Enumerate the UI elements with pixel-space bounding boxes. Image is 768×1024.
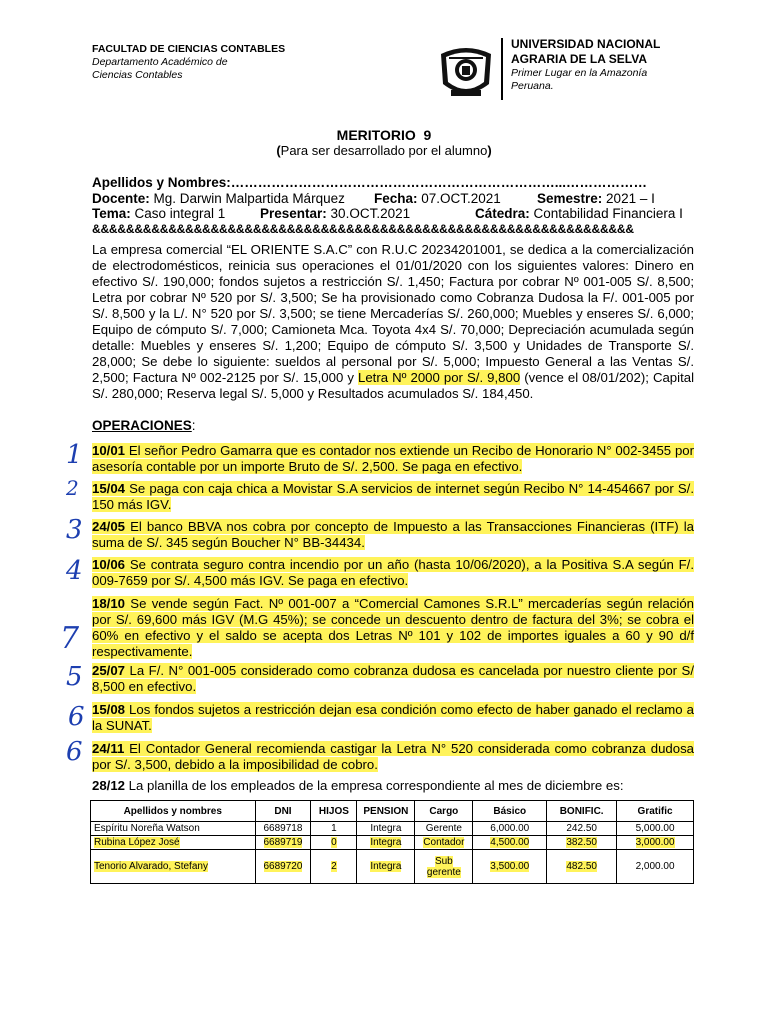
column-header: Apellidos y nombres xyxy=(91,801,256,822)
operation-text: Se vende según Fact. Nº 001-007 a “Comercial Camones S.R.L” mercaderías según relación por S/. 69,600 más IGV (M.G 45%); se concede un descuento dentro de factura del 3%; se cobra el 60% en efectivo y el saldo se acepta dos Letras Nº 101 y 102 de importes iguales a 60 y 90 d/f respectivamente. xyxy=(92,596,694,659)
cell-text: 6689719 xyxy=(263,837,303,848)
operation-date: 15/04 xyxy=(92,481,126,496)
faculty-header xyxy=(92,43,285,82)
operation-8 xyxy=(92,741,694,773)
table-row xyxy=(91,822,694,836)
operation-date: 24/05 xyxy=(92,519,126,534)
operation-text: Se paga con caja chica a Movistar S.A servicios de internet según Recibo N° 14-454667 por S/. 150 más IGV. xyxy=(92,481,694,512)
table-cell: Integra xyxy=(357,822,415,836)
table-header-row xyxy=(91,801,694,822)
operation-4 xyxy=(92,557,694,589)
column-header: DNI xyxy=(255,801,311,822)
table-cell xyxy=(311,836,357,850)
table-cell xyxy=(473,836,547,850)
operation-date: 18/10 xyxy=(92,596,126,611)
university-seal-icon xyxy=(437,40,495,102)
payroll-intro xyxy=(92,778,624,793)
handwritten-mark: 7 xyxy=(60,621,80,656)
operation-date: 24/11 xyxy=(92,741,125,756)
handwritten-mark: 1 xyxy=(66,440,83,470)
tema-line xyxy=(92,206,694,222)
operation-1 xyxy=(92,443,694,475)
table-cell: 2,000.00 xyxy=(617,850,694,884)
tema-value: Caso integral 1 xyxy=(130,206,226,221)
cell-text: 4,500.00 xyxy=(490,837,530,848)
intro-paragraph xyxy=(92,242,694,402)
docente-label: Docente: xyxy=(92,191,150,206)
header-divider xyxy=(501,38,503,100)
table-cell xyxy=(415,850,473,884)
column-header: PENSION xyxy=(357,801,415,822)
cell-text: 482.50 xyxy=(566,861,597,872)
fecha-label: Fecha: xyxy=(374,191,418,206)
cell-text: Integra xyxy=(370,861,402,872)
cell-text: 3,000.00 xyxy=(635,837,675,848)
intro-part1: La empresa comercial “EL ORIENTE S.A.C” con R.U.C 20234201001, se dedica a la comercialización de electrodomésticos, reinicia sus operaciones el 01/01/2020 con los siguientes valores: Dinero en efectivo S/. 190,000; fondos sujetos a restricción S/. 1,450; Factura por cobrar Nº 001-005 S/. 8,500; Letra por cobrar Nº 520 por S/. 3,500; Se ha provisionado como Cobranza Dudosa la F/. 001-005 por S/. 8,500 y la L/. N° 520 por S/. 3,500; se tiene Mercaderías S/. 260,000; Muebles y enseres S/. 6,000; Equipo de cómputo S/. 7,000; Camioneta Mca. Toyota 4x4 S/. 70,000; Depreciación acumulada según detalle: Muebles y enseres S/. 1,200; Equipo de cómputo S/. 3,500 y Unidades de Transporte S/. 28,000; Se debe lo siguiente: sueldos al personal por S/. 5,000; Impuesto General a las Ventas S/. 2,500; Factura Nº 002-2125 por S/. 15,000 y xyxy=(92,242,694,385)
operation-7 xyxy=(92,702,694,734)
table-cell xyxy=(255,836,311,850)
table-cell xyxy=(547,836,617,850)
docente-line xyxy=(92,191,694,207)
table-cell xyxy=(311,850,357,884)
intro-highlight: Letra Nº 2000 por S/. 9,800 xyxy=(357,370,521,385)
cell-text: Tenorio Alvarado, Stefany xyxy=(94,861,208,872)
operation-text: La F/. N° 001-005 considerado como cobranza dudosa es cancelada por nuestro cliente por S/ 8,500 en efectivo. xyxy=(92,663,694,694)
column-header: Básico xyxy=(473,801,547,822)
column-header: BONIFIC. xyxy=(547,801,617,822)
table-row xyxy=(91,850,694,884)
fecha-value: 07.OCT.2021 xyxy=(417,191,501,206)
presentar-value: 30.OCT.2021 xyxy=(326,206,411,221)
cell-text: 3,500.00 xyxy=(490,861,530,872)
catedra-label: Cátedra: xyxy=(475,206,530,221)
cell-text: 2 xyxy=(331,861,337,872)
cell-text: Rubina López José xyxy=(94,837,180,848)
presentar-label: Presentar: xyxy=(260,206,327,221)
operations-heading xyxy=(92,418,196,433)
cell-text: Contador xyxy=(423,837,465,848)
document-title: MERITORIO 9 xyxy=(336,127,432,143)
cell-text: Sub gerente xyxy=(426,855,461,878)
handwritten-mark: 6 xyxy=(66,737,83,767)
faculty-name: FACULTAD DE CIENCIAS CONTABLES xyxy=(92,43,286,55)
column-header: Cargo xyxy=(415,801,473,822)
cell-text: 382.50 xyxy=(566,837,597,848)
semestre-value: 2021 – I xyxy=(602,191,655,206)
payroll-intro-date: 28/12 xyxy=(92,778,126,793)
table-cell xyxy=(547,850,617,884)
operation-5 xyxy=(92,596,694,660)
table-cell: Espíritu Noreña Watson xyxy=(91,822,256,836)
motto-line1: Primer Lugar en la Amazonía xyxy=(511,67,648,79)
names-label: Apellidos y Nombres: xyxy=(92,175,231,190)
cell-text: Integra xyxy=(370,837,402,848)
operation-3 xyxy=(92,519,694,551)
table-cell xyxy=(357,850,415,884)
subtitle-close: ) xyxy=(487,143,492,158)
table-row xyxy=(91,836,694,850)
motto-line2: Peruana. xyxy=(511,80,554,92)
payroll-table xyxy=(90,800,694,884)
operation-text: El Contador General recomienda castigar la Letra N° 520 considerada como cobranza dudosa por S/. 3,500, debido a la imposibilidad de cobro. xyxy=(92,741,694,772)
table-cell xyxy=(255,850,311,884)
catedra-value: Contabilidad Financiera I xyxy=(529,206,683,221)
table-cell: Gerente xyxy=(415,822,473,836)
table-cell: 6,000.00 xyxy=(473,822,547,836)
cell-text: 0 xyxy=(331,837,337,848)
table-cell: 6689718 xyxy=(255,822,311,836)
cell-text: 6689720 xyxy=(263,861,303,872)
subtitle-open: ( xyxy=(276,143,281,158)
separator-line: &&&&&&&&&&&&&&&&&&&&&&&&&&&&&&&&&&&&&&&&&&&&&&&&&&&&&&&&&&&&&&&& xyxy=(92,222,634,236)
university-line1: UNIVERSIDAD NACIONAL xyxy=(511,37,661,51)
subtitle-text: Para ser desarrollado por el alumno xyxy=(280,143,488,158)
handwritten-mark: 6 xyxy=(68,702,85,732)
intro-part2: (vence el 08/01/202); Capital S/. 280,000; Reserva legal S/. 5,000 y Resultados acumulados S/. 184,450. xyxy=(92,370,694,401)
document-subtitle xyxy=(0,143,768,158)
tema-label: Tema: xyxy=(92,206,131,221)
table-cell: 1 xyxy=(311,822,357,836)
table-cell xyxy=(473,850,547,884)
table-cell xyxy=(357,836,415,850)
operation-6 xyxy=(92,663,694,695)
table-cell xyxy=(617,836,694,850)
table-cell xyxy=(91,850,256,884)
operation-2 xyxy=(92,481,694,513)
names-dots: ………………………………………………………………...……………… xyxy=(230,175,648,190)
column-header: Gratific xyxy=(617,801,694,822)
table-cell: 5,000.00 xyxy=(617,822,694,836)
operation-date: 10/06 xyxy=(92,557,126,572)
payroll-intro-text: La planilla de los empleados de la empresa correspondiente al mes de diciembre es: xyxy=(125,778,624,793)
operation-text: El banco BBVA nos cobra por concepto de Impuesto a las Transacciones Financieras (ITF) la suma de S/. 345 según Boucher N° BB-34434. xyxy=(92,519,694,550)
column-header: HIJOS xyxy=(311,801,357,822)
student-name-line xyxy=(92,175,694,191)
handwritten-mark: 2 xyxy=(66,476,79,500)
operations-colon: : xyxy=(191,418,196,433)
operations-title: OPERACIONES xyxy=(92,418,192,433)
docente-value: Mg. Darwin Malpartida Márquez xyxy=(149,191,345,206)
operation-text: El señor Pedro Gamarra que es contador nos extiende un Recibo de Honorario N° 002-3455 por asesoría contable por un importe Bruto de S/. 2,500. Se paga en efectivo. xyxy=(92,443,694,474)
table-cell xyxy=(91,836,256,850)
operation-date: 15/08 xyxy=(92,702,126,717)
operation-date: 25/07 xyxy=(92,663,126,678)
handwritten-mark: 3 xyxy=(66,515,83,545)
semestre-label: Semestre: xyxy=(537,191,603,206)
university-header xyxy=(511,37,660,93)
handwritten-mark: 4 xyxy=(66,556,83,586)
department-line2: Ciencias Contables xyxy=(92,69,183,81)
operation-text: Se contrata seguro contra incendio por un año (hasta 10/06/2020), a la Positiva S.A según F/. 009-7659 por S/. 4,500 más IGV. Se paga en efectivo. xyxy=(92,557,694,588)
table-cell xyxy=(415,836,473,850)
handwritten-mark: 5 xyxy=(66,662,83,692)
operation-date: 10/01 xyxy=(92,443,126,458)
university-line2: AGRARIA DE LA SELVA xyxy=(511,52,648,66)
department-line1: Departamento Académico de xyxy=(92,56,228,68)
operation-text: Los fondos sujetos a restricción dejan esa condición como efecto de haber ganado el reclamo a la SUNAT. xyxy=(92,702,694,733)
table-cell: 242.50 xyxy=(547,822,617,836)
